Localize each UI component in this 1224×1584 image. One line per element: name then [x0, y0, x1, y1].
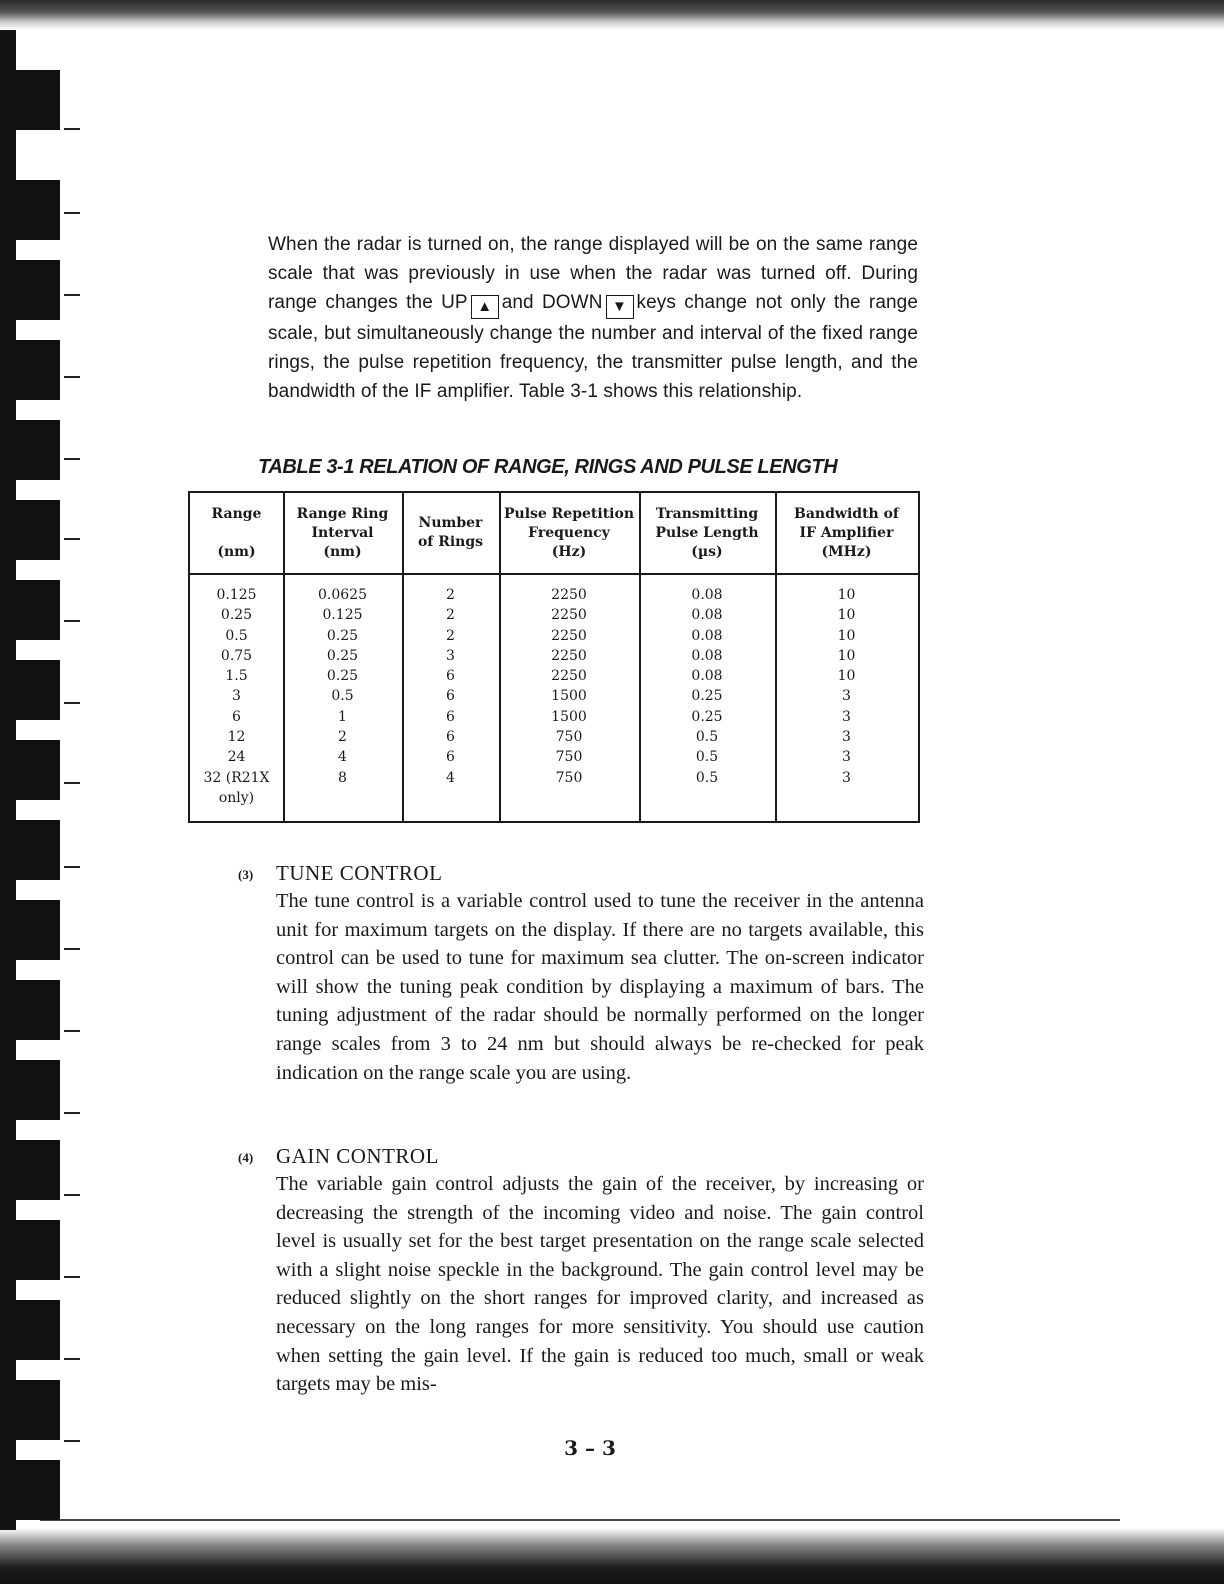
- header-range: Range (nm): [211, 505, 262, 560]
- table-cell: 0.25: [691, 688, 723, 705]
- table-cell: 3: [446, 647, 455, 664]
- table-cell: 0.0625: [318, 587, 367, 603]
- table-cell: 0.25: [326, 647, 359, 664]
- binding-tab: [10, 1460, 60, 1520]
- table-cell: 12: [227, 729, 246, 746]
- table-cell: 2: [338, 729, 347, 746]
- header-pulse-length: Transmitting Pulse Length (µs): [655, 505, 759, 560]
- table-cell: 10: [837, 668, 856, 685]
- section-number: (4): [238, 1150, 254, 1165]
- table-cell: 2: [446, 587, 455, 603]
- table-cell: 2250: [551, 647, 587, 664]
- binding-tick: [64, 294, 80, 296]
- down-arrow-icon: ▼: [606, 295, 634, 319]
- table-cell: 0.125: [322, 607, 363, 624]
- table-cell: 0.5: [225, 627, 248, 644]
- table-cell: 0.08: [691, 607, 723, 624]
- table-cell: 0.125: [216, 587, 257, 603]
- table-cell: 750: [555, 729, 583, 746]
- table-cell: 3: [842, 769, 851, 786]
- table-cell: 1500: [551, 708, 587, 725]
- header-prf: Pulse Repetition Frequency (Hz): [503, 505, 634, 560]
- prf-column: [499, 585, 639, 788]
- table-cell: 0.5: [695, 749, 719, 766]
- binding-tab: [10, 1300, 60, 1360]
- binding-tab: [10, 180, 60, 240]
- table-cell: 10: [837, 647, 856, 664]
- binding-tab: [10, 660, 60, 720]
- table-cell: 2: [446, 607, 455, 624]
- table-cell: 1500: [551, 688, 587, 705]
- table-cell: 6: [446, 668, 455, 685]
- ring-interval-column: [283, 585, 402, 788]
- table-cell: 1.5: [225, 668, 248, 685]
- table-cell: 10: [837, 607, 856, 624]
- intro-text-part-1: When the radar is turned on, the range displayed will be on the same range scale that was previously in use when the radar was turned off. During range changes the UP: [268, 234, 918, 313]
- header-ring-interval: Range Ring Interval (nm): [296, 505, 389, 560]
- table-cell: 2250: [551, 587, 587, 603]
- table-cell: 2: [446, 627, 455, 644]
- table-cell: 1: [338, 708, 347, 725]
- header-bandwidth: Bandwidth of IF Amplifier (MHz): [794, 505, 899, 560]
- binding-tick: [64, 128, 80, 130]
- table-cell: 0.08: [691, 668, 723, 685]
- table-cell: 0.5: [331, 688, 354, 705]
- binding-tick: [64, 1194, 80, 1196]
- table-cell: 4: [446, 769, 455, 786]
- intro-text-part-2: and DOWN: [501, 292, 603, 313]
- table-cell: 4: [338, 749, 347, 766]
- rings-column: [402, 585, 499, 788]
- binding-tab: [10, 900, 60, 960]
- table-cell: 0.08: [691, 587, 723, 603]
- table-cell: 750: [555, 769, 583, 786]
- table-cell: 750: [555, 749, 583, 766]
- table-cell: 0.25: [326, 627, 359, 644]
- binding-tick: [64, 212, 80, 214]
- binding-tick: [64, 620, 80, 622]
- range-column: [196, 585, 277, 806]
- table-cell: 24: [227, 749, 246, 766]
- binding-tick: [64, 1030, 80, 1032]
- table-cell: 6: [446, 749, 455, 766]
- table-cell: 8: [338, 769, 347, 786]
- page-bottom-rule: [40, 1519, 1120, 1521]
- table-cell: 10: [837, 627, 856, 644]
- section-body: The tune control is a variable control used to tune the receiver in the antenna unit for maximum targets on the display. If there are no targets available, this control can be used to tune for maximum sea clutter. The on-screen indicator will show the tuning peak condition by displaying a maximum of bars. The tuning adjustment of the radar should be normally performed on the longer range scales from 3 to 24 nm but should always be re-checked for peak indication on the range scale you are using.: [276, 890, 924, 1084]
- table-cell: 0.25: [691, 708, 723, 725]
- table-cell: 2250: [551, 668, 587, 685]
- section-number: (3): [238, 867, 254, 882]
- table-cell: 32 (R21X only): [203, 769, 270, 806]
- header-number-of-rings: Number of Rings: [417, 515, 484, 550]
- table-cell: 3: [842, 688, 851, 705]
- table-cell: 0.08: [691, 627, 723, 644]
- range-table: [188, 491, 920, 823]
- table-cell: 0.25: [326, 668, 359, 685]
- up-arrow-icon: ▲: [471, 295, 499, 319]
- table-cell: 0.5: [695, 769, 719, 786]
- intro-text-part-3: keys change not only the range scale, but simultaneously change the number and interval of the fixed range rings, the pulse repetition frequency, the transmitter pulse length, and the bandwidth of the IF amplifier. Table 3-1 shows this relationship.: [268, 292, 918, 402]
- binding-tick: [64, 538, 80, 540]
- binding-tick: [64, 702, 80, 704]
- table-cell: 0.5: [695, 729, 719, 746]
- binding-tab: [10, 70, 60, 130]
- binding-tab: [10, 580, 60, 640]
- binding-tab: [10, 500, 60, 560]
- binding-tick: [64, 948, 80, 950]
- binding-tick: [64, 376, 80, 378]
- table-cell: 3: [842, 708, 851, 725]
- table-cell: 2250: [551, 627, 587, 644]
- binding-tab: [10, 340, 60, 400]
- binding-tab: [10, 260, 60, 320]
- binding-tick: [64, 866, 80, 868]
- binding-tick: [64, 1276, 80, 1278]
- binding-tab: [10, 1220, 60, 1280]
- table-cell: 3: [232, 688, 241, 705]
- binding-tab: [10, 980, 60, 1040]
- table-cell: 10: [837, 587, 856, 603]
- binding-tick: [64, 1440, 80, 1442]
- table-cell: 6: [232, 708, 241, 725]
- page-number: 3 – 3: [564, 1436, 616, 1460]
- table-cell: 3: [842, 729, 851, 746]
- table-cell: 6: [446, 708, 455, 725]
- section-body: The variable gain control adjusts the gain of the receiver, by increasing or decreasing the strength of the incoming video and noise. The gain control level is usually set for the best target presentation on the range scale selected with a slight noise speckle in the background. The gain control level may be reduced slightly on the short ranges for improved clarity, and increased as necessary on the long ranges for more sensitivity. You should use caution when setting the gain level. If the gain is reduced too much, small or weak targets may be mis-: [276, 1173, 924, 1396]
- table-cell: 3: [842, 749, 851, 766]
- binding-tab: [10, 1380, 60, 1440]
- table-title: TABLE 3-1 RELATION OF RANGE, RINGS AND PULSE LENGTH: [258, 456, 838, 478]
- intro-paragraph: [268, 230, 918, 406]
- table-cell: 0.25: [220, 607, 253, 624]
- scan-bottom-edge: [0, 1528, 1224, 1584]
- bandwidth-column: [775, 585, 918, 788]
- binding-tab: [10, 740, 60, 800]
- binding-tick: [64, 782, 80, 784]
- table-cell: 6: [446, 688, 455, 705]
- binding-tab: [10, 1060, 60, 1120]
- binding-tick: [64, 458, 80, 460]
- binding-tab: [10, 820, 60, 880]
- binding-tick: [64, 1112, 80, 1114]
- table-cell: 6: [446, 729, 455, 746]
- binding-tick: [64, 1358, 80, 1360]
- binding-tab: [10, 420, 60, 480]
- section-heading: TUNE CONTROL: [276, 861, 443, 885]
- table-cell: 0.75: [220, 647, 253, 664]
- binding-tab: [10, 1140, 60, 1200]
- scan-top-edge: [0, 0, 1224, 30]
- section-heading: GAIN CONTROL: [276, 1144, 439, 1168]
- pulse-length-column: [639, 585, 775, 788]
- spiral-binding: [0, 30, 100, 1530]
- table-cell: 2250: [551, 607, 587, 624]
- table-cell: 0.08: [691, 647, 723, 664]
